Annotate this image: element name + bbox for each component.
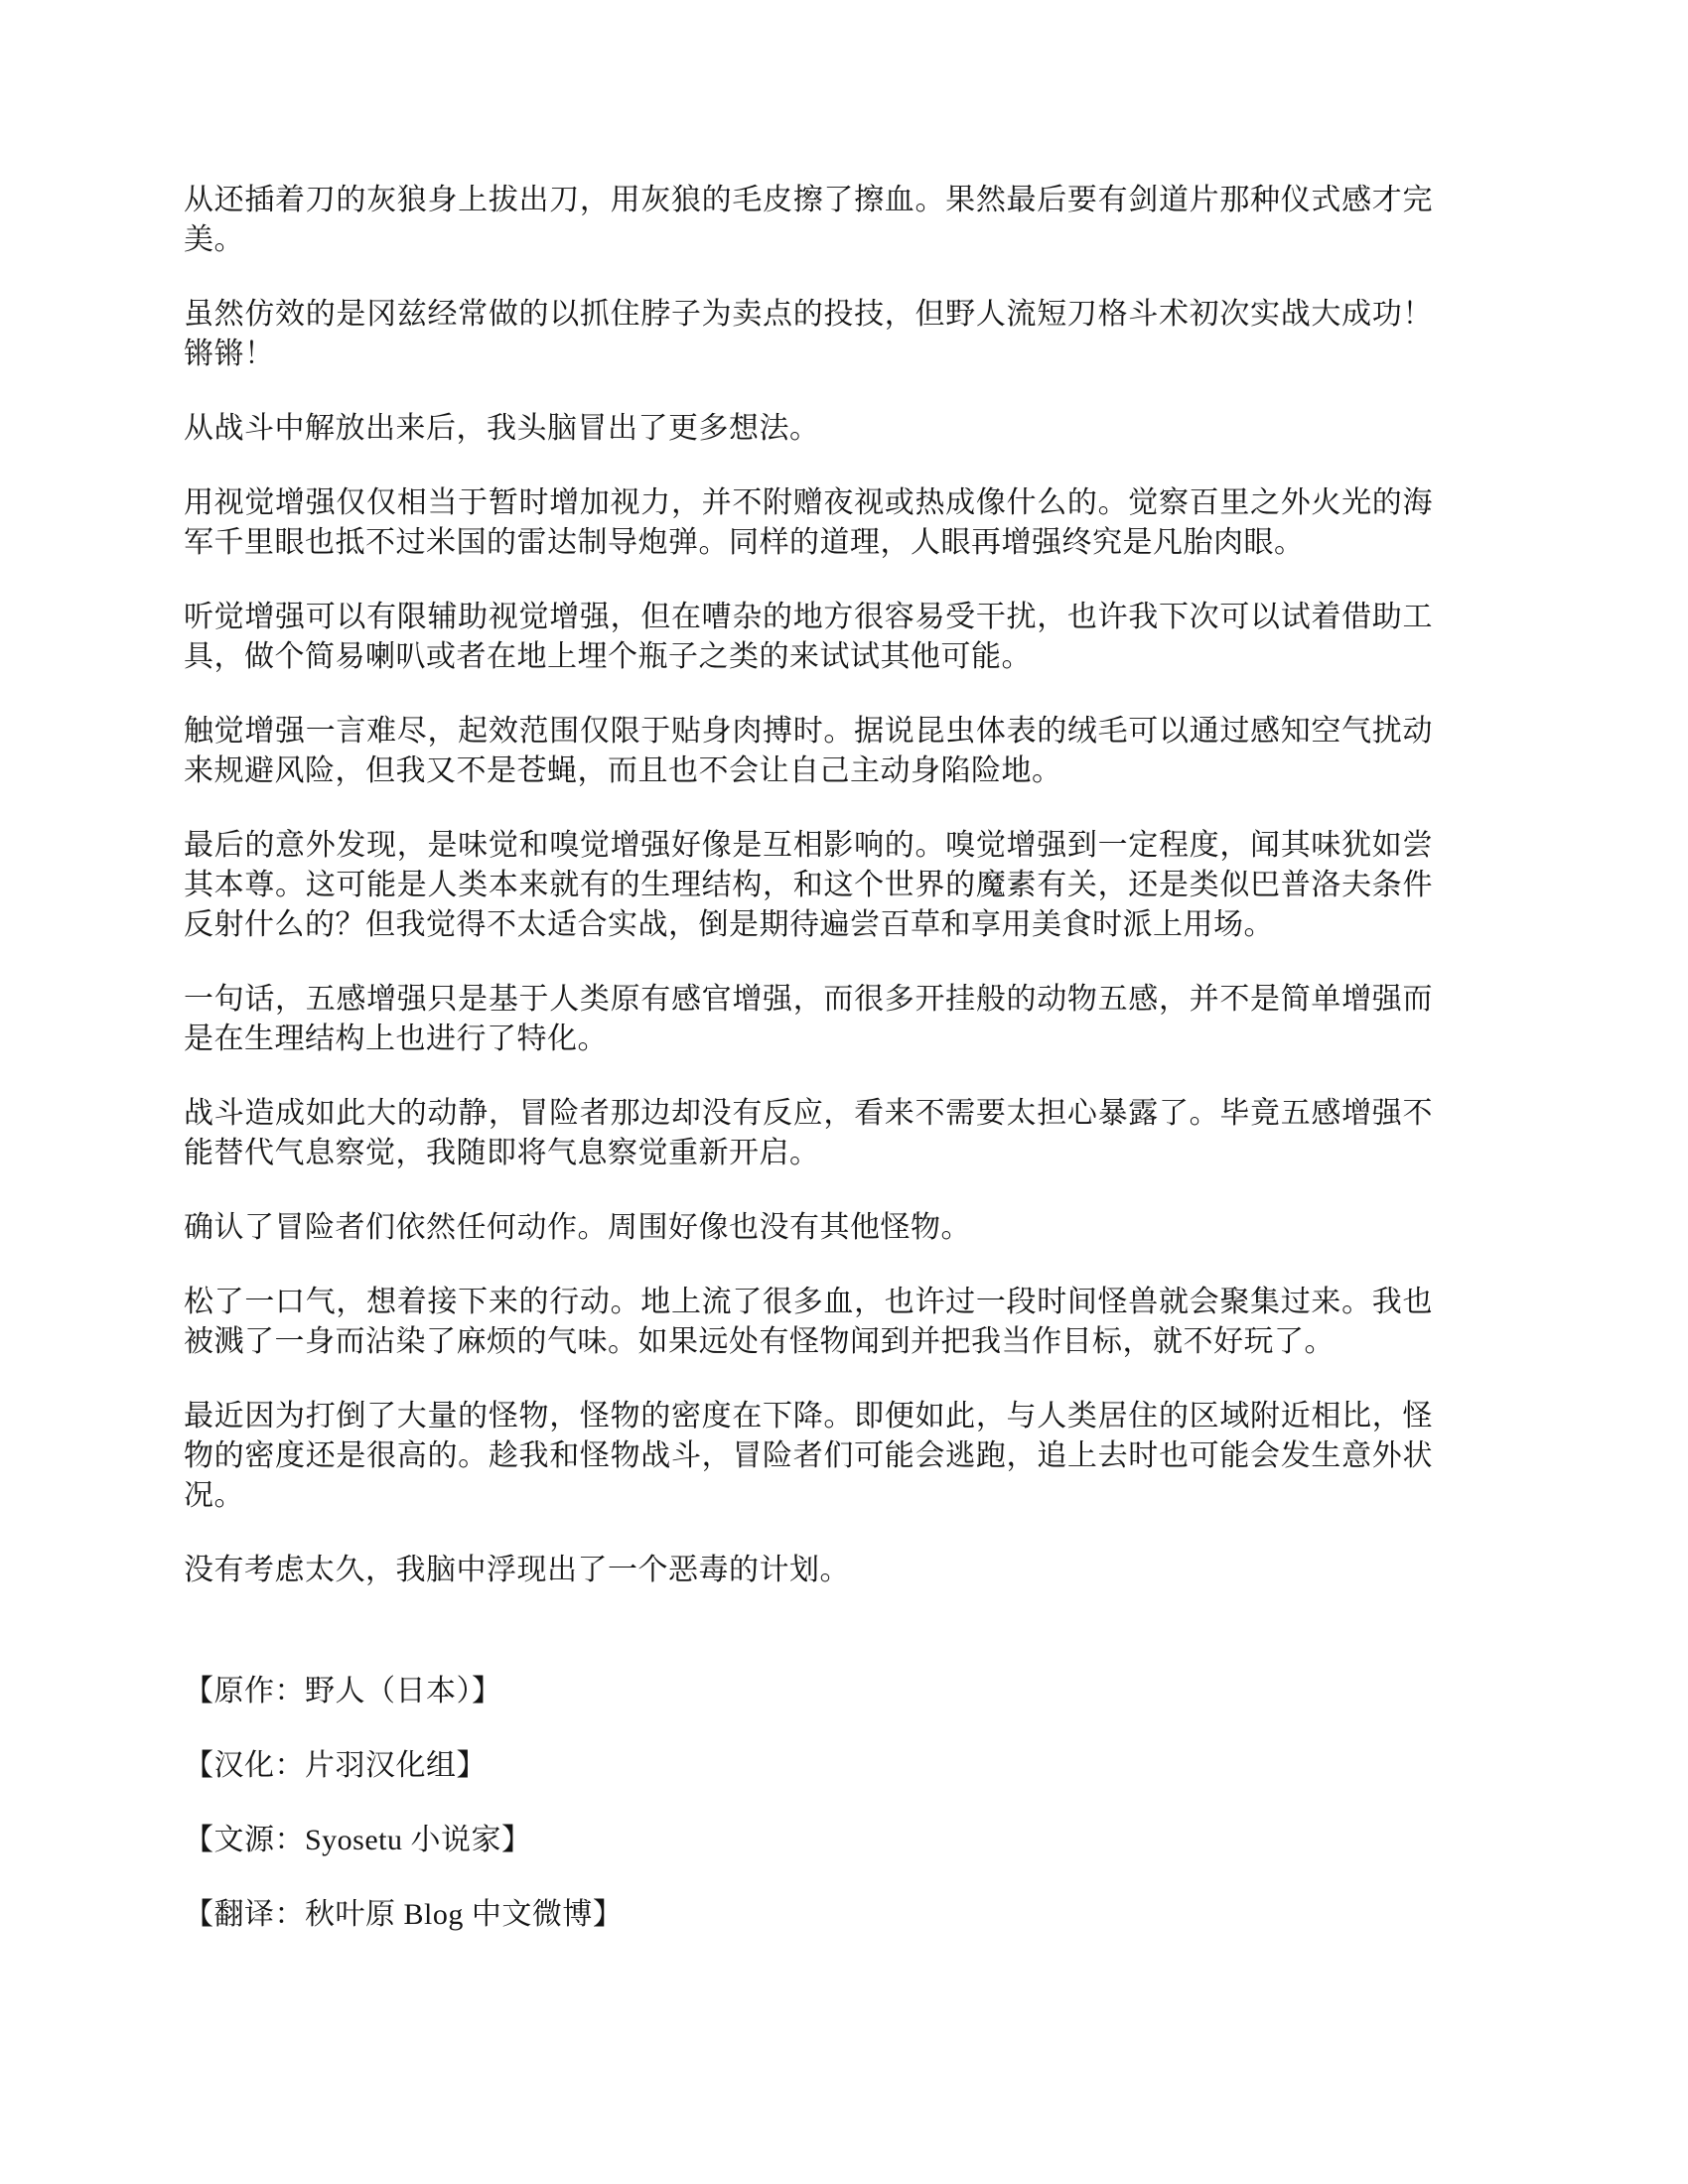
credit-source: 【文源：Syosetu 小说家】 <box>184 1824 532 1856</box>
paragraph: 用视觉增强仅仅相当于暂时增加视力，并不附赠夜视或热成像什么的。觉察百里之外火光的海军千里眼也抵不过米国的雷达制导炮弹。同样的道理，人眼再增强终究是凡胎肉眼。 <box>184 486 1433 559</box>
paragraph: 松了一口气，想着接下来的行动。地上流了很多血，也许过一段时间怪兽就会聚集过来。我也被溅了一身而沾染了麻烦的气味。如果远处有怪物闻到并把我当作目标，就不好玩了。 <box>184 1286 1433 1358</box>
paragraph: 从还插着刀的灰狼身上拔出刀，用灰狼的毛皮擦了擦血。果然最后要有剑道片那种仪式感才完美。 <box>184 184 1433 256</box>
paragraph: 最后的意外发现，是味觉和嗅觉增强好像是互相影响的。嗅觉增强到一定程度，闻其味犹如尝其本尊。这可能是人类本来就有的生理结构，和这个世界的魔素有关，还是类似巴普洛夫条件反射什么的？但我觉得不太适合实战，倒是期待遍尝百草和享用美食时派上用场。 <box>184 829 1433 941</box>
paragraph: 听觉增强可以有限辅助视觉增强，但在嘈杂的地方很容易受干扰，也许我下次可以试着借助工具，做个简易喇叭或者在地上埋个瓶子之类的来试试其他可能。 <box>184 601 1433 673</box>
credit-translation-group: 【汉化：片羽汉化组】 <box>184 1749 487 1782</box>
credit-original-author: 【原作：野人（日本）】 <box>184 1675 502 1707</box>
paragraph: 一句话，五感增强只是基于人类原有感官增强，而很多开挂般的动物五感，并不是简单增强而是在生理结构上也进行了特化。 <box>184 983 1433 1055</box>
paragraph: 触觉增强一言难尽，起效范围仅限于贴身肉搏时。据说昆虫体表的绒毛可以通过感知空气扰动来规避风险，但我又不是苍蝇，而且也不会让自己主动身陷险地。 <box>184 715 1433 787</box>
credits-block <box>184 1672 1433 1935</box>
paragraph: 没有考虑太久，我脑中浮现出了一个恶毒的计划。 <box>184 1554 850 1586</box>
credit-translator: 【翻译：秋叶原 Blog 中文微博】 <box>184 1898 624 1931</box>
paragraph: 虽然仿效的是冈兹经常做的以抓住脖子为卖点的投技，但野人流短刀格斗术初次实战大成功！锵锵！ <box>184 298 1433 370</box>
paragraph: 确认了冒险者们依然任何动作。周围好像也没有其他怪物。 <box>184 1211 971 1244</box>
paragraph: 最近因为打倒了大量的怪物，怪物的密度在下降。即便如此，与人类居住的区域附近相比，怪物的密度还是很高的。趁我和怪物战斗，冒险者们可能会逃跑，追上去时也可能会发生意外状况。 <box>184 1400 1433 1512</box>
document-content <box>184 181 1433 1970</box>
paragraph: 从战斗中解放出来后，我头脑冒出了更多想法。 <box>184 412 820 445</box>
paragraph: 战斗造成如此大的动静，冒险者那边却没有反应，看来不需要太担心暴露了。毕竟五感增强不能替代气息察觉，我随即将气息察觉重新开启。 <box>184 1097 1433 1169</box>
